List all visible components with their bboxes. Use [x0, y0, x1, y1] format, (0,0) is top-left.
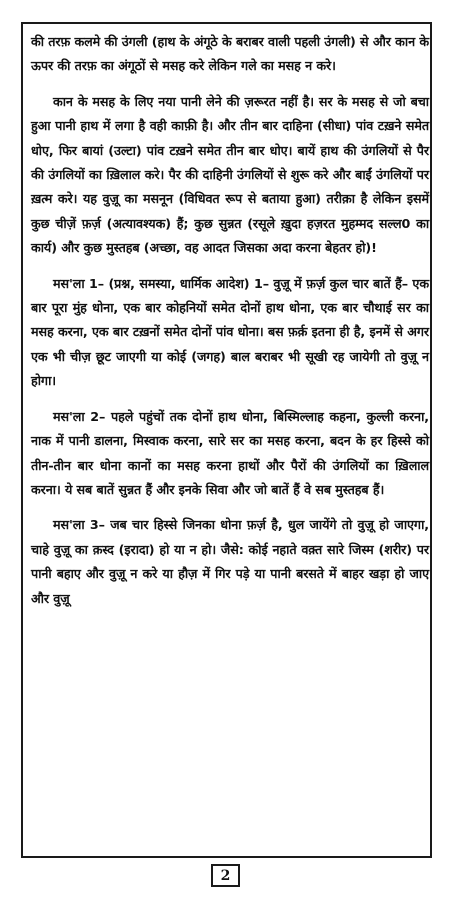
paragraph-masla-1: मस'ला 1– (प्रश्न, समस्या, धार्मिक आदेश) 1– वुज़ू में फ़र्ज़ कुल चार बातें हैं– एक बार पूरा मुंह धोना, एक बार कोहनियों समेत दोनों हाथ धोना, एक बार चौथाई सर का मसह करना, एक बार टख़नों समेत दोनों पांव धोना। बस फ़र्क़ इतना ही है, इनमें से अगर एक भी चीज़ छूट जाएगी या कोई (जगह) बाल बराबर भी सूखी रह जायेगी तो वुज़ू न होगा।: [31, 275, 429, 389]
body-text: [31, 30, 429, 611]
paragraph-masla-2: मस'ला 2– पहले पहुंचों तक दोनों हाथ धोना, बिस्मिल्लाह कहना, कुल्ली करना, नाक में पानी डालना, मिस्वाक करना, सारे सर का मसह करना, बदन के हर हिस्से को तीन-तीन बार धोना कानों का मसह करना हाथों और पैरों की उंगलियों का ख़िलाल करना। ये सब बातें सुन्नत हैं और इनके सिवा और जो बातें हैं वे सब मुस्तहब हैं।: [31, 408, 429, 497]
paragraph-ear-masah: कान के मसह के लिए नया पानी लेने की ज़रूरत नहीं है। सर के मसह से जो बचा हुआ पानी हाथ में लगा है वही काफ़ी है। और तीन बार दाहिना (सीधा) पांव टख़ने समेत धोए, फिर बायां (उल्टा) पांव टख़ने समेत तीन बार धोए। बायें हाथ की उंगलियों से पैर की उंगलियों का ख़िलाल करे। पैर की दाहिनी उंगलियों से शुरू करे और बाईं उंगलियों पर ख़त्म करे। यह वुज़ू का मसनून (विधिवत रूप से बताया हुआ) तरीक़ा है लेकिन इसमें कुछ चीज़ें फ़र्ज़ (अत्यावश्यक) हैं; कुछ सुन्नत (रसूले ख़ुदा हज़रत मुहम्मद सल्ल0 का कार्य) और कुछ मुस्तहब (अच्छा, वह आदत जिसका अदा करना बेहतर हो)!: [31, 93, 429, 256]
page-number: 2: [211, 864, 240, 887]
paragraph-continuation: की तरफ़ कलमे की उंगली (हाथ के अंगूठे के बराबर वाली पहली उंगली) से और कान के ऊपर की तरफ़ का अंगूठों से मसह करे लेकिन गले का मसह न करे।: [31, 34, 429, 74]
paragraph-masla-3: मस'ला 3– जब चार हिस्से जिनका धोना फ़र्ज़ है, धुल जायेंगे तो वुज़ू हो जाएगा, चाहे वुज़ू का क़स्द (इरादा) हो या न हो। जैसे: कोई नहाते वक़्त सारे जिस्म (शरीर) पर पानी बहाए और वुज़ू न करे या हौज़ में गिर पड़े या पानी बरसते में बाहर खड़ा हो जाए और वुज़ू: [31, 517, 429, 606]
